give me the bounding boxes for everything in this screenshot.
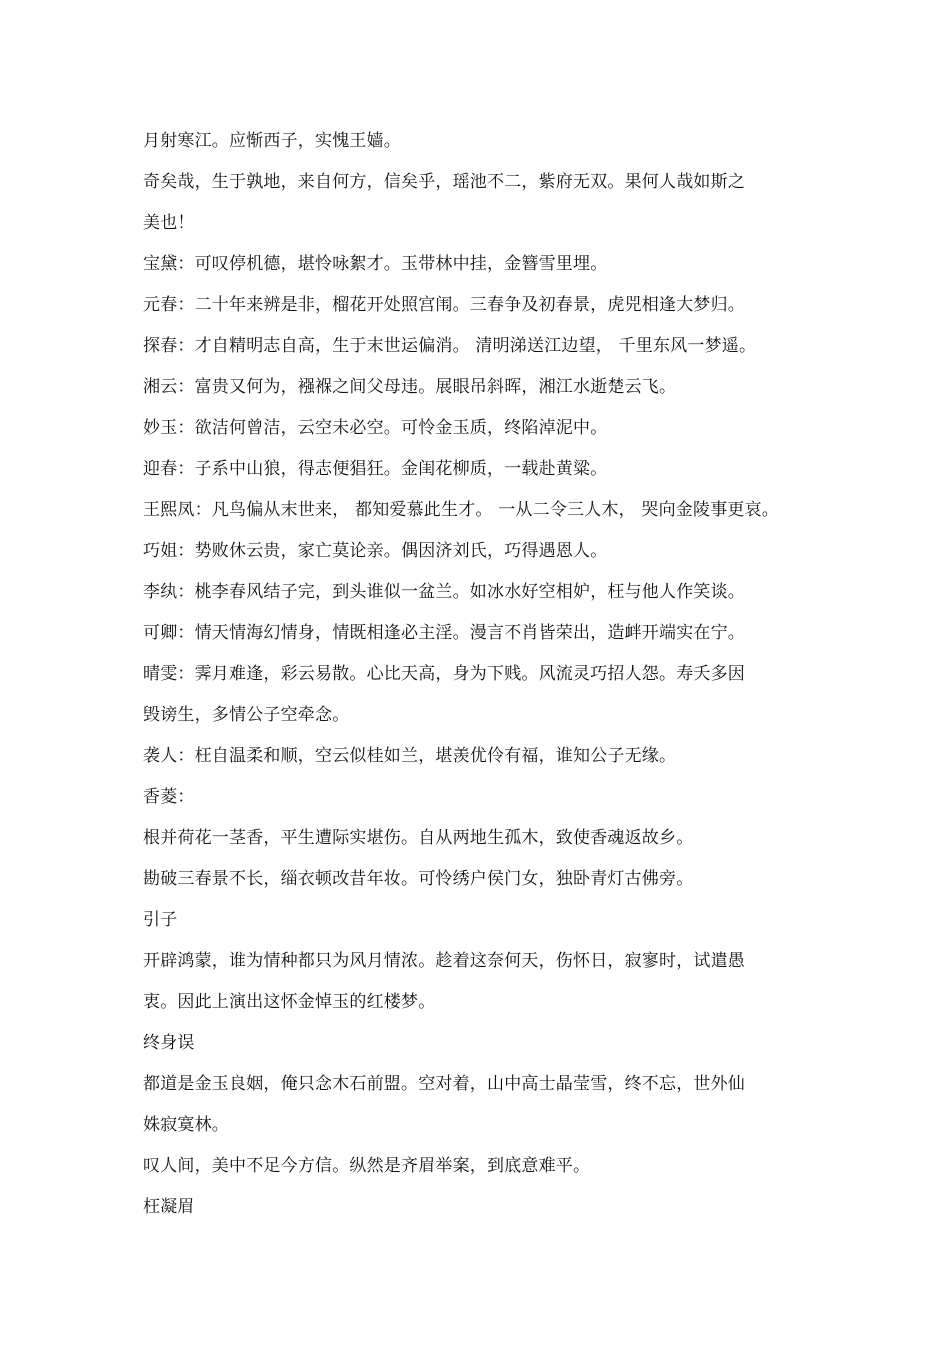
text-line: 探春：才自精明志自高，生于末世运偏消。 清明涕送江边望， 千里东风一梦遥。 (143, 336, 757, 356)
text-line: 巧姐：势败休云贵，家亡莫论亲。偶因济刘氏，巧得遇恩人。 (143, 541, 608, 561)
section-heading: 终身误 (143, 1033, 195, 1053)
text-line: 宝黛：可叹停机德，堪怜咏絮才。玉带林中挂，金簪雪里埋。 (143, 254, 608, 274)
text-line: 迎春：子系中山狼，得志便猖狂。金闺花柳质，一载赴黄粱。 (143, 459, 608, 479)
text-line: 湘云：富贵又何为，襁褓之间父母违。展眼吊斜晖，湘江水逝楚云飞。 (143, 377, 677, 397)
text-line: 月射寒江。应惭西子，实愧王嫱。 (143, 131, 401, 151)
text-line: 衷。因此上演出这怀金悼玉的红楼梦。 (143, 992, 436, 1012)
text-line: 都道是金玉良姻，俺只念木石前盟。空对着，山中高士晶莹雪，终不忘，世外仙 (143, 1074, 745, 1094)
text-line: 袭人：枉自温柔和顺，空云似桂如兰，堪羡优伶有福，谁知公子无缘。 (143, 746, 677, 766)
text-line: 根并荷花一茎香，平生遭际实堪伤。自从两地生孤木，致使香魂返故乡。 (143, 828, 694, 848)
section-heading: 香菱： (143, 787, 195, 807)
text-line: 奇矣哉，生于孰地，来自何方，信矣乎，瑶池不二，紫府无双。果何人哉如斯之 (143, 172, 745, 192)
text-line: 妙玉：欲洁何曾洁，云空未必空。可怜金玉质，终陷淖泥中。 (143, 418, 608, 438)
text-line: 晴雯：霁月难逢，彩云易散。心比天高，身为下贱。风流灵巧招人怨。寿夭多因 (143, 664, 745, 684)
text-line: 姝寂寞林。 (143, 1115, 229, 1135)
document-body (143, 121, 813, 1228)
text-line: 可卿：情天情海幻情身，情既相逢必主淫。漫言不肖皆荣出，造衅开端实在宁。 (143, 623, 745, 643)
text-line: 李纨：桃李春风结子完，到头谁似一盆兰。如冰水好空相妒，枉与他人作笑谈。 (143, 582, 745, 602)
text-line: 美也！ (143, 213, 195, 233)
text-line: 毁谤生，多情公子空牵念。 (143, 705, 350, 725)
section-heading: 引子 (143, 910, 178, 930)
text-line: 勘破三春景不长，缁衣顿改昔年妆。可怜绣户侯门女，独卧青灯古佛旁。 (143, 869, 694, 889)
text-line: 叹人间，美中不足今方信。纵然是齐眉举案，到底意难平。 (143, 1156, 591, 1176)
section-heading: 枉凝眉 (143, 1197, 195, 1217)
text-line: 开辟鸿蒙，谁为情种都只为风月情浓。趁着这奈何天，伤怀日，寂寥时，试遣愚 (143, 951, 745, 971)
text-line: 王熙凤：凡鸟偏从末世来， 都知爱慕此生才。 一从二令三人木， 哭向金陵事更哀。 (143, 500, 780, 520)
text-line: 元春：二十年来辨是非，榴花开处照宫闱。三春争及初春景，虎兕相逢大梦归。 (143, 295, 745, 315)
